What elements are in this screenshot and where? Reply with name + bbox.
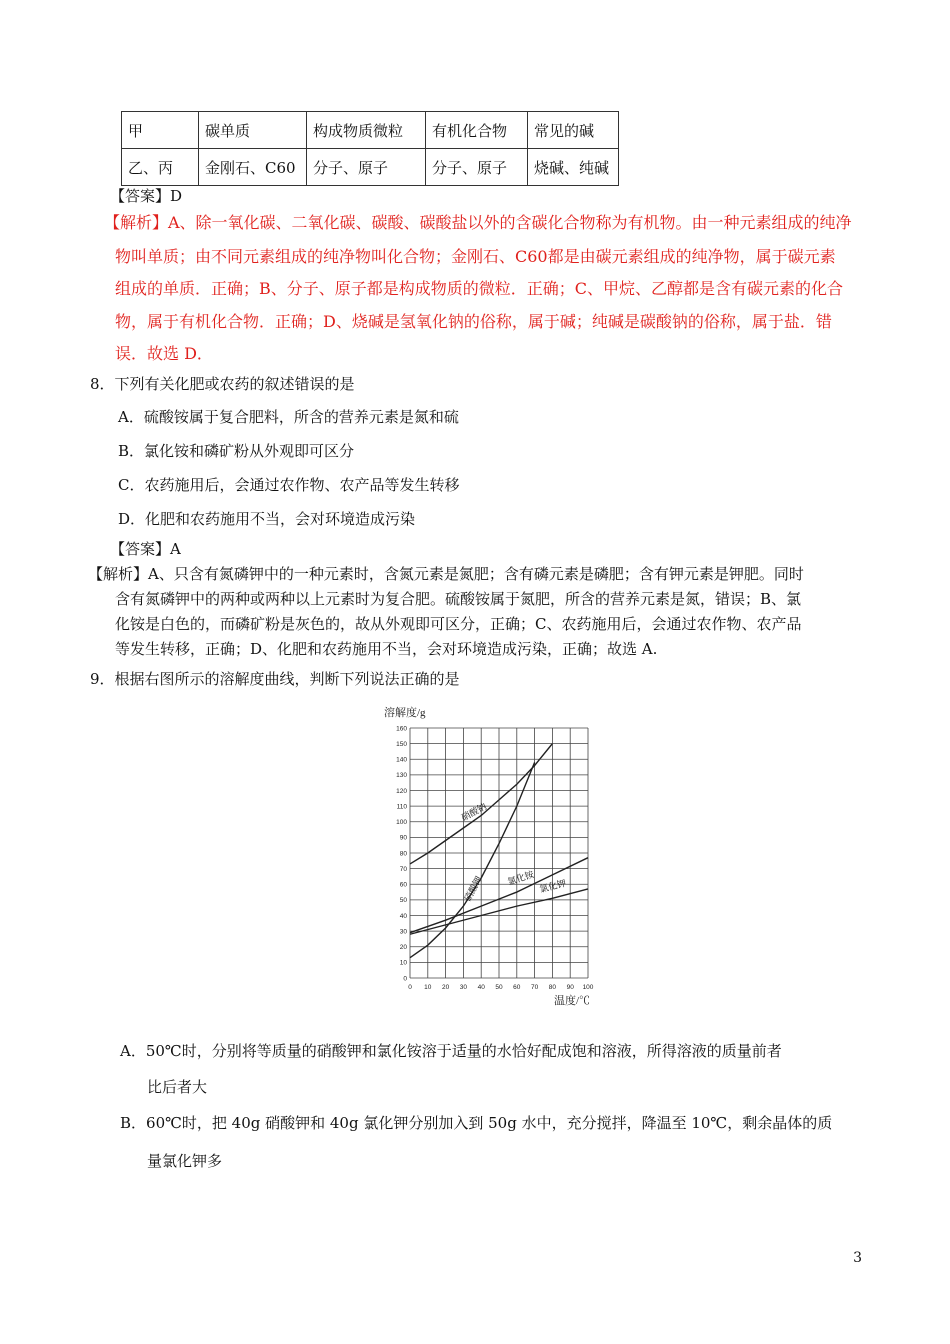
y-tick-label: 70	[399, 865, 407, 873]
x-tick-label: 30	[459, 984, 468, 991]
x-tick-label: 60	[513, 984, 521, 991]
table-cell: 烧碱、纯碱	[528, 149, 619, 186]
x-tick-label: 20	[441, 984, 450, 991]
q7-analysis-line: 【解析】A、除一氧化碳、二氧化碳、碳酸、碳酸盐以外的含碳化合物称为有机物。由一种元素组成的纯净	[104, 213, 852, 232]
chart-ylabel: 溶解度/g	[384, 707, 426, 719]
q9-option-b-line: B．60℃时，把 40g 硝酸钾和 40g 氯化钾分别加入到 50g 水中，充分搅拌，降温至 10℃，剩余晶体的质	[120, 1114, 833, 1132]
table-cell: 甲	[122, 112, 199, 149]
x-tick-label: 0	[408, 984, 412, 991]
q9-option-a-line: 比后者大	[147, 1078, 208, 1096]
series-label: 硝酸钠	[459, 801, 489, 823]
q8-option: C．农药施用后，会通过农作物、农产品等发生转移	[118, 476, 460, 494]
q9-option-b-line: 量氯化钾多	[147, 1152, 223, 1170]
q7-answer: 【答案】D	[110, 187, 183, 205]
y-tick-label: 110	[396, 803, 407, 811]
q9-option-a-line: A．50℃时，分别将等质量的硝酸钾和氯化铵溶于适量的水恰好配成饱和溶液，所得溶液的质量前者	[120, 1042, 782, 1060]
q8-option: A．硫酸铵属于复合肥料，所含的营养元素是氮和硫	[118, 408, 459, 426]
table-cell: 乙、丙	[122, 149, 199, 186]
y-tick-label: 60	[399, 881, 407, 889]
x-tick-label: 70	[530, 984, 539, 991]
q8-option: D．化肥和农药施用不当，会对环境造成污染	[118, 510, 416, 528]
q7-analysis-line: 物，属于有机化合物．正确；D、烧碱是氢氧化钠的俗称，属于碱；纯碱是碳酸钠的俗称，属于盐．错	[115, 312, 832, 331]
y-tick-label: 80	[399, 850, 407, 858]
x-tick-label: 50	[495, 984, 503, 991]
y-tick-label: 20	[399, 944, 407, 952]
q7-analysis-line: 误．故选 D．	[115, 344, 213, 363]
series-line	[410, 762, 535, 957]
y-tick-label: 140	[396, 756, 407, 764]
q8-option: B．氯化铵和磷矿粉从外观即可区分	[118, 442, 355, 460]
table-row	[122, 112, 619, 149]
y-tick-label: 150	[396, 740, 407, 748]
table-cell: 有机化合物	[426, 112, 528, 149]
table-row	[122, 149, 619, 186]
y-tick-label: 0	[403, 975, 407, 983]
y-tick-label: 120	[396, 787, 407, 795]
x-tick-label: 90	[566, 984, 574, 991]
q9-stem: 9．根据右图所示的溶解度曲线，判断下列说法正确的是	[90, 670, 460, 688]
y-tick-label: 90	[399, 834, 407, 842]
y-tick-label: 130	[396, 772, 407, 780]
q8-analysis-line: 化铵是白色的，而磷矿粉是灰色的，故从外观即可区分，正确；C、农药施用后，会通过农作物、农产品	[115, 615, 802, 633]
q8-analysis-line: 等发生转移，正确；D、化肥和农药施用不当，会对环境造成污染，正确；故选 A.	[115, 640, 658, 658]
y-tick-label: 50	[399, 897, 407, 905]
y-tick-label: 40	[399, 912, 407, 920]
table-cell: 分子、原子	[426, 149, 528, 186]
table-cell: 常见的碱	[528, 112, 619, 149]
x-tick-label: 10	[424, 984, 432, 991]
classification-table	[121, 111, 619, 186]
series-label: 氯化铵	[506, 869, 536, 887]
y-tick-label: 100	[396, 819, 407, 827]
x-tick-label: 40	[477, 984, 485, 991]
series-label: 氯化钾	[538, 878, 568, 895]
series-label: 硝酸钾	[462, 874, 484, 904]
table-cell: 分子、原子	[307, 149, 426, 186]
q8-analysis-line: 【解析】A、只含有氮磷钾中的一种元素时，含氮元素是氮肥；含有磷元素是磷肥；含有钾元素是钾肥。同时	[88, 565, 804, 583]
y-tick-label: 160	[396, 725, 407, 733]
x-tick-label: 100	[582, 984, 594, 991]
page-number: 3	[853, 1250, 862, 1266]
table-cell: 金刚石、C60	[199, 149, 307, 186]
q8-stem: 8．下列有关化肥或农药的叙述错误的是	[90, 375, 355, 393]
y-tick-label: 10	[399, 959, 407, 967]
table-cell: 构成物质微粒	[307, 112, 426, 149]
solubility-chart	[378, 702, 602, 1008]
x-tick-label: 80	[548, 984, 557, 991]
table-cell: 碳单质	[199, 112, 307, 149]
q7-analysis-line: 物叫单质；由不同元素组成的纯净物叫化合物；金刚石、C60都是由碳元素组成的纯净物，属于碳元素	[115, 247, 836, 266]
y-tick-label: 30	[399, 928, 407, 936]
q8-answer: 【答案】A	[110, 540, 181, 558]
chart-xlabel: 温度/℃	[554, 995, 591, 1007]
q8-analysis-line: 含有氮磷钾中的两种或两种以上元素时为复合肥。硫酸铵属于氮肥，所含的营养元素是氮，错误；B、氯	[115, 590, 802, 608]
q7-analysis-line: 组成的单质．正确；B、分子、原子都是构成物质的微粒．正确；C、甲烷、乙醇都是含有碳元素的化合	[115, 279, 844, 298]
